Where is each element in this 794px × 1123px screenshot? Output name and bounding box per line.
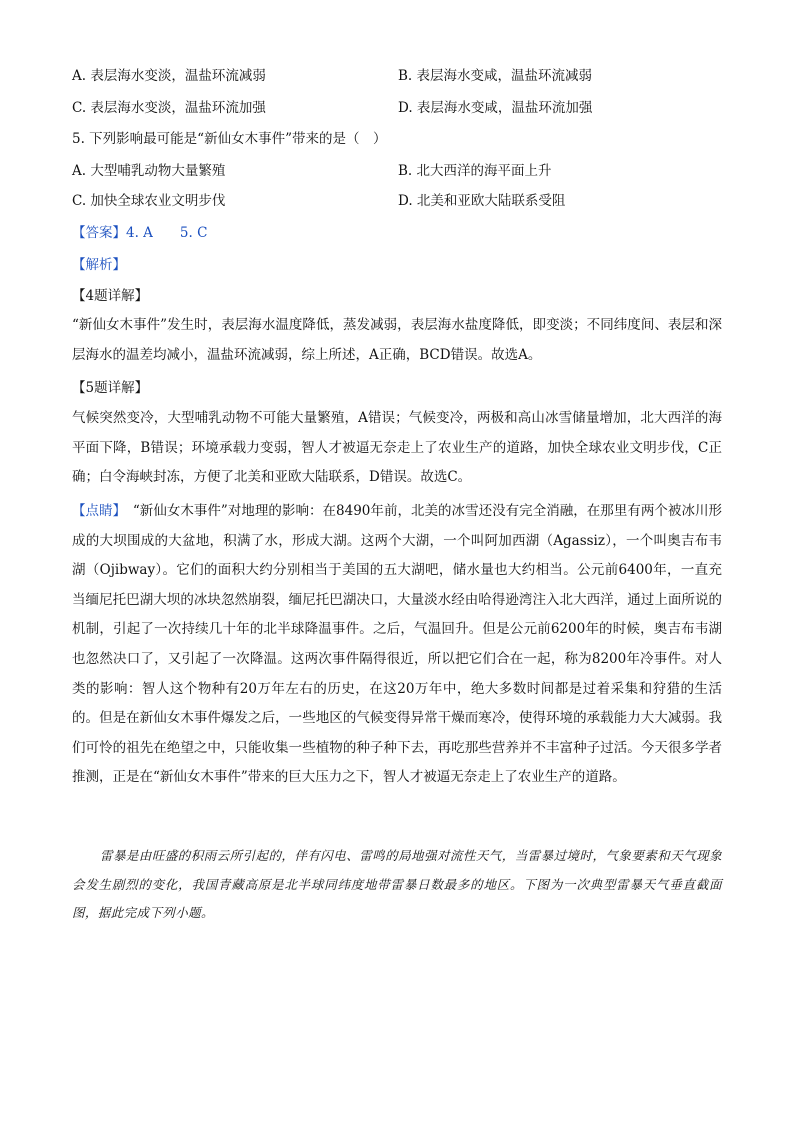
- q4-option-d: D. 表层海水变咸，温盐环流加强: [398, 100, 593, 116]
- q4-option-c: C. 表层海水变淡，温盐环流加强: [72, 100, 266, 116]
- q4-detail-text: “新仙女木事件”发生时，表层海水温度降低，蒸发减弱，表层海水盐度降低，即变淡；不同纬度间、表层和深层海水的温差均减小，温盐环流减弱，综上所述，A正确，BCD错误。故选A。: [72, 317, 722, 363]
- q4-option-a: A. 表层海水变淡，温盐环流减弱: [72, 68, 266, 84]
- q4-option-b: B. 表层海水变咸，温盐环流减弱: [398, 68, 593, 84]
- commentary-paragraph: [72, 497, 722, 793]
- answer-label: 【答案】: [72, 225, 126, 241]
- commentary-label: 【点睛】: [72, 503, 120, 519]
- answer-line: [72, 224, 207, 242]
- next-question-intro: 雷暴是由旺盛的积雨云所引起的，伴有闪电、雷鸣的局地强对流性天气，当雷暴过境时，气象要素和天气现象会发生剧烈的变化，我国青藏高原是北半球同纬度地带雷暴日数最多的地区。下图为一次典型雷暴天气垂直截面图，据此完成下列小题。: [72, 848, 722, 920]
- commentary-text: “新仙女木事件”对地理的影响：在8490年前，北美的冰雪还没有完全消融，在那里有两个被冰川形成的大坝围成的大盆地，积满了水，形成大湖。这两个大湖，一个叫阿加西湖（Agassiz），一个叫奥吉布韦湖（Ojibway）。它们的面积大约分别相当于美国的五大湖吧，储水量也大约相当。公元前6400年，一直充当缅尼托巴湖大坝的冰块忽然崩裂，缅尼托巴湖决口，大量淡水经由哈得逊湾注入北大西洋，通过上面所说的机制，引起了一次持续几十年的北半球降温事件。之后，气温回升。但是公元前6200年的时候，奥吉布韦湖也忽然决口了，又引起了一次降温。这两次事件隔得很近，所以把它们合在一起，称为8200年冷事件。对人类的影响：智人这个物种有20万年左右的历史，在这20万年中，绝大多数时间都是过着采集和狩猎的生活的。但是在新仙女木事件爆发之后，一些地区的气候变得异常干燥而寒冷，使得环境的承载能力大大减弱。我们可怜的祖先在绝望之中，只能收集一些植物的种子种下去，再吃那些营养并不丰富种子过活。今天很多学者推测，正是在“新仙女木事件”带来的巨大压力之下，智人才被逼无奈走上了农业生产的道路。: [72, 503, 722, 786]
- analysis-label: 【解析】: [72, 257, 126, 273]
- q5-detail-text: 气候突然变冷，大型哺乳动物不可能大量繁殖，A错误；气候变冷，两极和高山冰雪储量增加，北大西洋的海平面下降，B错误；环境承载力变弱，智人才被逼无奈走上了农业生产的道路，加快全球农业文明步伐，C正确；白令海峡封冻，方便了北美和亚欧大陆联系，D错误。故选C。: [72, 410, 722, 486]
- q5-stem: 5. 下列影响最可能是“新仙女木事件”带来的是（ ）: [72, 131, 387, 147]
- q5-option-b: B. 北大西洋的海平面上升: [398, 163, 552, 179]
- q5-option-c: C. 加快全球农业文明步伐: [72, 193, 226, 209]
- q5-detail-label: 【5题详解】: [72, 380, 149, 396]
- q5-option-d: D. 北美和亚欧大陆联系受阻: [398, 193, 566, 209]
- q5-option-a: A. 大型哺乳动物大量繁殖: [72, 163, 226, 179]
- q4-detail-label: 【4题详解】: [72, 288, 149, 304]
- answer-value: 4. A 5. C: [126, 225, 208, 241]
